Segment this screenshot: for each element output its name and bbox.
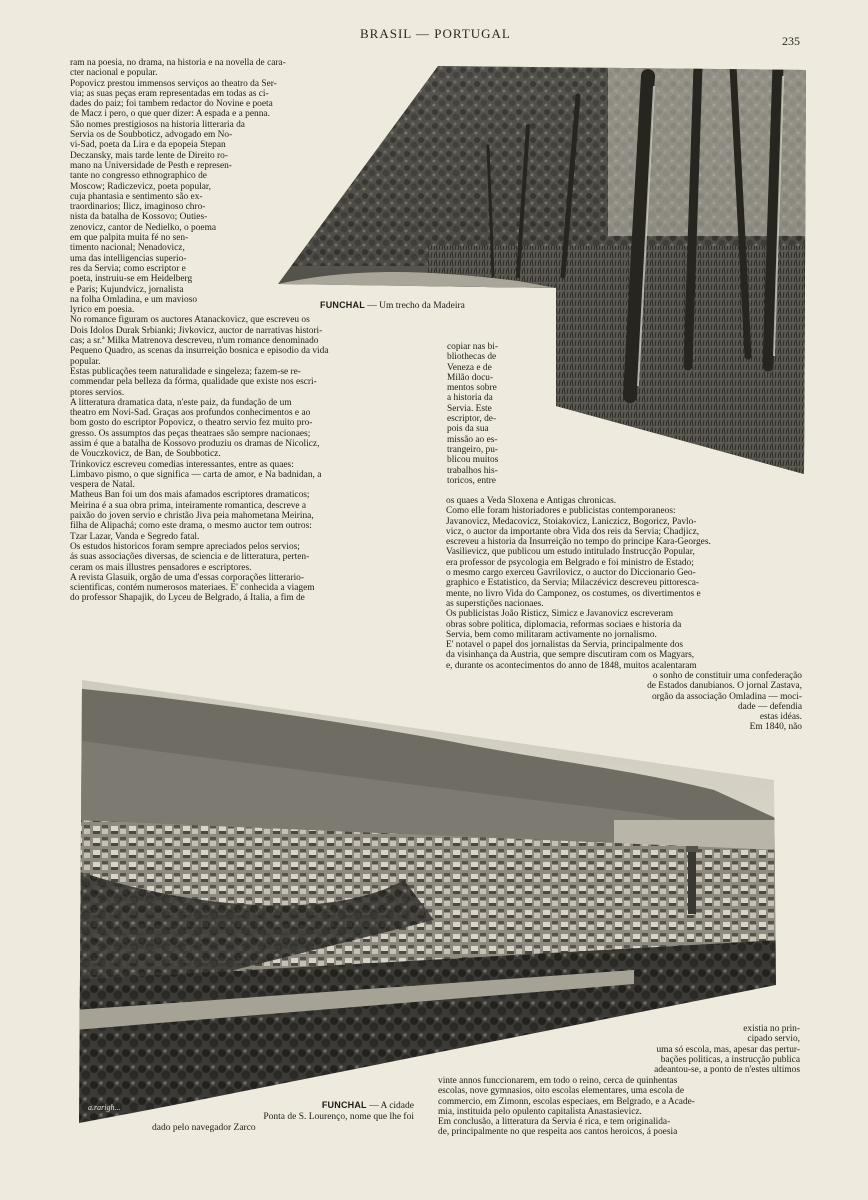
text-line: toricos, entre (447, 475, 496, 486)
text-line: bações politicas, a instrucção publica (660, 1054, 800, 1065)
running-title: BRASIL — PORTUGAL (360, 26, 511, 41)
text-line: Servia, bem como militaram activamente no jornalismo. (446, 629, 657, 640)
text-line: escolas, nove gymnasios, oito escolas elementares, uma escola de (438, 1086, 685, 1097)
text-line: em que palpita muita fé no sen- (70, 233, 189, 244)
text-line: orgão da associação Omladina — moci- (651, 691, 802, 702)
text-line: ceram os mais illustres pensadores e escriptores. (70, 562, 252, 573)
text-line: cipado servio, (747, 1034, 800, 1045)
text-line: na folha Omladina, e um mavioso (70, 294, 198, 305)
text-line: cuja phantasia e sentimento são ex- (70, 191, 203, 202)
column-bottom-right-narrow (654, 1024, 800, 1075)
text-line: copiar nas bi- (447, 342, 499, 352)
text-line: E' notavel o papel dos jornalistas da Servia, principalmente dos (446, 640, 684, 651)
text-line: adeantou-se, a ponto de n'estes ultimos (654, 1065, 800, 1076)
text-line: Os publicistas João Risticz, Simicz e Javanovicz escreveram (446, 609, 674, 620)
text-line: gresso. Os assumptos das peças theatraes são sempre nacionaes; (70, 428, 311, 439)
text-line: Servia. Este (447, 403, 492, 414)
text-line: timento nacional; Nenadovicz, (70, 243, 185, 254)
top-photo-caption (320, 300, 465, 312)
text-line: traordinarios; Ilicz, imaginoso chro- (70, 202, 206, 213)
text-line: filha de Alipachá; como este drama, o mesmo auctor tem outros: (70, 521, 312, 532)
text-line: o sonho de constituir uma confederação (652, 671, 802, 681)
text-line: de, principalmente no que respeita aos cantos heroicos, á poesia (438, 1127, 678, 1138)
text-line: e, durante os acontecimentos do anno de 1848, muitos acalentaram (446, 660, 697, 671)
text-line: scientificas, contém numerosos materiaes. E' conhecida a viagem (70, 583, 315, 594)
text-line: vi-Sad, poeta da Lira e da epopeia Stepan (70, 140, 226, 151)
text-line: de Macz i pero, o que quer dizer: A espada e a penna. (70, 109, 270, 120)
caption-line: dado pelo navegador Zarco (152, 1123, 256, 1133)
text-line: os quaes a Veda Sloxena e Antigas chronicas. (446, 496, 617, 506)
text-line: Como elle foram historiadores e publicistas contemporaneos: (446, 506, 676, 517)
page-number: 235 (782, 34, 800, 48)
text-line: Vasilievicz, que publicou um estudo intitulado Instrucção Popular, (446, 547, 695, 558)
text-line: Meirina é a sua obra prima, inteiramente romantica, descreve a (70, 500, 307, 511)
page-header (0, 26, 868, 46)
column-bottom-right-wide (438, 1076, 695, 1138)
text-line: Em conclusão, a litteratura da Servia é rica, e tem originalida- (438, 1117, 671, 1128)
text-line: No romance figuram os auctores Atanackovicz, que escreveu os (70, 315, 310, 326)
text-line: Javanovicz, Medacovicz, Stoiakovicz, Laniczicz, Bogoricz, Pavlo- (446, 516, 697, 527)
text-line: de Vouczkovicz, de Ban, de Soubboticz. (70, 449, 221, 460)
text-line: paixão do joven servio e christão Jiva peia mahometana Meirina, (70, 511, 314, 522)
caption-text: — Um trecho da Madeira (364, 301, 465, 311)
text-line: Limbavo pismo, o que significa — carta de amor, e Na badnidan, a (70, 469, 322, 480)
text-line: Pequeno Quadro, as scenas da insurreição bosnica e episodio da vida (70, 346, 329, 357)
text-line: mia, instituida pelo opulento capitalista Anastasievicz. (438, 1106, 642, 1117)
text-line: ás suas associações diversas, de sciencia e de litteratura, perten- (70, 552, 310, 563)
text-line: a historia da (447, 393, 493, 404)
text-line: existia no prin- (743, 1024, 800, 1034)
text-line: Deczansky, mais tarde lente de Direito ro- (70, 150, 228, 161)
text-line: o mesmo cargo exerceu Gavrilovicz, o auctor do Diccionario Geo- (446, 568, 696, 579)
text-line: Trinkovicz escreveu comedias interessantes, entre as quaes: (70, 459, 294, 470)
text-line: Estas publicações teem naturalidade e singeleza; fazem-se re- (70, 366, 301, 377)
text-line: trabalhos his- (447, 465, 498, 476)
text-line: lyrico em poesia. (70, 305, 135, 316)
text-line: nista da batalha de Kossovo; Outies- (70, 212, 208, 223)
text-line: Milão docu- (447, 372, 494, 383)
text-line: tante no congresso ethnographico de (70, 171, 207, 182)
column-middle-narrow (447, 342, 498, 486)
text-line: theatro em Novi-Sad. Graças aos profundos conhecimentos e ao (70, 408, 311, 419)
text-line: era professor de psycologia em Belgrado e foi ministro de Estado; (446, 557, 694, 568)
text-line: A litteratura dramatica data, n'este paiz, da fundação de um (70, 397, 292, 408)
text-line: vicz, o auctor da importante obra Vida dos reis da Servia; Chadjicz, (446, 526, 700, 537)
text-line: res da Servia; como escriptor e (70, 263, 186, 274)
text-line: mano na Universidade de Pesth e represen- (70, 160, 232, 171)
bottom-photo-caption (152, 1100, 414, 1134)
text-line: Dois Idolos Durak Srbianki; Jivkovicz, auctor de narrativas histori- (70, 325, 323, 336)
text-line: Tzar Lazar, Vanda e Segredo fatal. (70, 531, 200, 542)
caption-text: — A cidade (366, 1101, 414, 1111)
text-line: blicou muitos (447, 455, 499, 466)
text-line: commendar pela belleza da fórma, qualidade que existe nos escri- (70, 377, 317, 388)
text-line: assim é que a batalha de Kossovo produziu os dramas de Nicolicz, (70, 438, 320, 449)
caption-place: FUNCHAL (320, 300, 365, 310)
text-line: dades do paiz; foi tambem redactor do Novine e poeta (70, 99, 273, 110)
text-line: poeta, instruiu-se em Heidelberg (70, 274, 193, 285)
text-line: A revista Glasuik, orgão de uma d'essas corporações litterario- (70, 572, 304, 583)
text-line: zenovicz, cantor de Nedielko, o poema (70, 222, 217, 233)
text-line: Os estudos historicos foram sempre apreciados pelos servios; (70, 541, 300, 552)
text-line: graphico e Estatistico, da Servia; Milaczévicz descreveu pittoresca- (446, 578, 700, 589)
text-line: missão ao es- (447, 434, 498, 445)
text-line: pois da sua (447, 424, 489, 435)
text-line: escriptor, de- (447, 414, 497, 425)
photo-madeira-forest (278, 66, 806, 476)
caption-line: Ponta de S. Lourenço, nome que lhe foi (263, 1112, 414, 1122)
text-line: Em 1840, não (749, 722, 802, 733)
text-line: São nomes prestigiosos na historia litteraria da (70, 119, 245, 130)
text-line: mente, no livro Vida do Camponez, os costumes, os divertimentos e (446, 588, 701, 599)
text-line: e Paris; Kujundvicz, jornalista (70, 284, 184, 295)
column-right (446, 496, 711, 671)
text-line: uma das intelligencias superio- (70, 253, 187, 264)
text-line: do professor Shapajik, do Lyceu de Belgrado, á Italia, a fim de (70, 593, 305, 604)
text-line: bliothecas de (447, 352, 497, 363)
text-line: Popovicz prestou immensos serviços ao theatro da Ser- (70, 78, 277, 89)
text-line: mentos sobre (447, 383, 497, 394)
text-line: Servia os de Soubboticz, advogado em No- (70, 130, 233, 141)
text-line: Veneza e de (447, 362, 492, 373)
text-line: vinte annos funccionarem, em todo o reino, cerca de quinhentas (438, 1076, 678, 1086)
forest-illustration (278, 66, 806, 476)
text-line: ram na poesia, no drama, na historia e na novella de cara- (70, 58, 286, 68)
text-line: bom gosto do escriptor Popovicz, o theatro servio fez muito pro- (70, 418, 313, 429)
text-line: as superstições nacionaes. (446, 598, 544, 609)
text-line: Matheus Ban foi um dos mais afamados escriptores dramaticos; (70, 490, 310, 501)
caption-place: FUNCHAL (321, 1100, 367, 1110)
text-line: popular. (70, 356, 101, 367)
text-line: via; as suas peças eram representadas em todas as ci- (70, 88, 269, 99)
text-line: trangeiro, pu- (447, 444, 499, 455)
photographer-signature: a.rarigh... (88, 1103, 121, 1112)
caption-line (152, 1100, 414, 1112)
text-line: ptores servios. (70, 387, 125, 398)
text-line: escreveu a historia da Insurreição no tempo do principe Kara-Georges. (446, 537, 711, 548)
text-line: commercio, em Zimonn, escolas especiaes, em Belgrado, e a Acade- (438, 1096, 695, 1107)
text-line: vespera de Natal. (70, 480, 135, 491)
text-line: uma só escola, mas, apesar das pertur- (656, 1044, 800, 1055)
text-line: cter nacional e popular. (70, 68, 158, 79)
text-line: Moscow; Radiczevicz, poeta popular, (70, 181, 211, 192)
text-line: dade — defendia (737, 701, 802, 712)
text-line: da visinhança da Austria, que sempre discutiram com os Magyars, (446, 650, 695, 661)
text-line: obras sobre politica, diplomacia, reformas sociaes e historia da (446, 619, 682, 630)
text-line: de Estados danubianos. O jornal Zastava, (647, 681, 802, 692)
text-line: cas; a sr.ª Milka Matrenova descreveu, n'um romance denominado (70, 336, 319, 347)
text-line: estas idéas. (759, 712, 802, 723)
column-left (70, 58, 329, 604)
